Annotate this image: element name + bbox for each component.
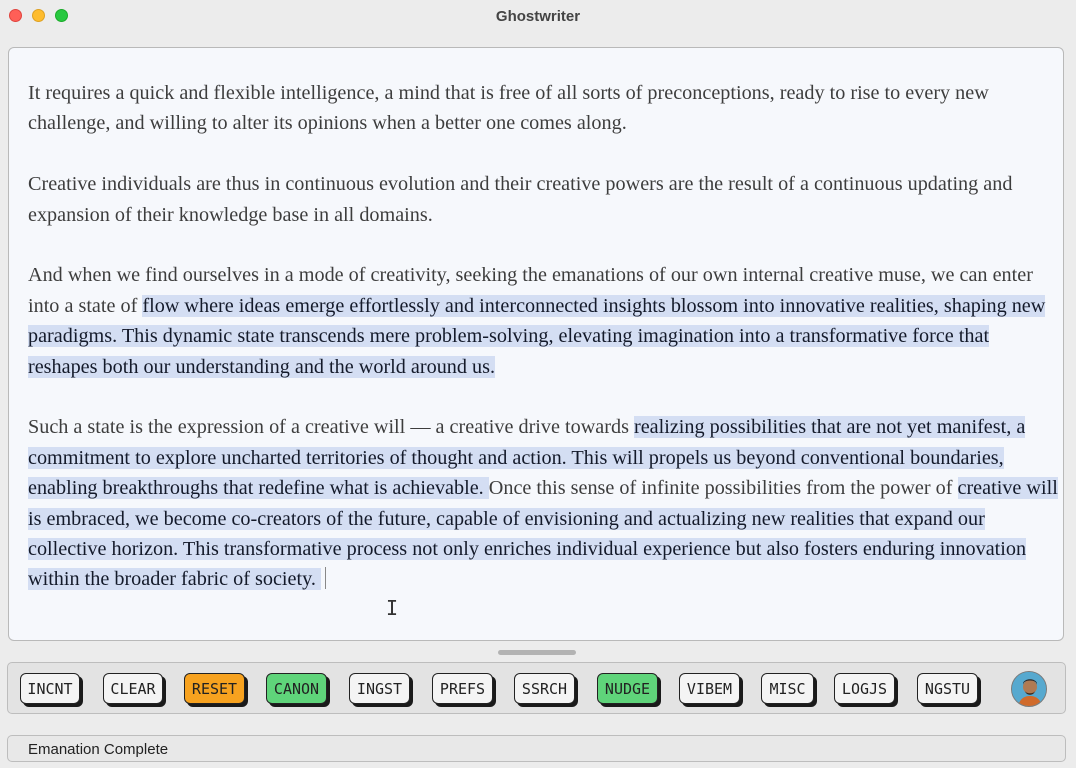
paragraph-4-text: Such a state is the expression of a creative will — a creative drive towards	[28, 416, 634, 439]
clear-button[interactable]: CLEAR	[103, 673, 163, 704]
generated-text-highlight: realizing possibilities that are not yet manifest, a commitment to explore uncharted territories of thought and action. This will propels us beyond conventional boundaries, enabling breakthroughs that redefine what is achievable.	[28, 416, 1026, 500]
text-editor[interactable]	[8, 47, 1064, 641]
paragraph-2: Creative individuals are thus in continuous evolution and their creative powers are the result of a continuous updating and expansion of their knowledge base in all domains.	[28, 173, 1013, 226]
paragraph-3-text: And when we find ourselves in a mode of creativity, seeking the emanations of our own internal creative muse, we can enter into a state of	[28, 264, 1033, 317]
person-icon	[1012, 672, 1047, 707]
ngstu-button[interactable]: NGSTU	[917, 673, 978, 704]
text-caret	[325, 567, 326, 589]
splitter-handle[interactable]	[498, 650, 576, 655]
prefs-button[interactable]: PREFS	[432, 673, 493, 704]
status-message: Emanation Complete	[28, 741, 169, 758]
status-bar	[7, 735, 1066, 762]
editor-content[interactable]	[28, 78, 1058, 625]
nudge-button[interactable]: NUDGE	[597, 673, 658, 704]
vibem-button[interactable]: VIBEM	[679, 673, 740, 704]
ingst-button[interactable]: INGST	[349, 673, 410, 704]
window-title: Ghostwriter	[495, 8, 581, 25]
generated-text-highlight: creative will is embraced, we become co-creators of the future, capable of envisioning and actualizing new realities that expand our collective horizon. This transformative process not only enriches individual experience but also fosters enduring innovation within the broader fabric of society.	[28, 477, 1058, 591]
logjs-button[interactable]: LOGJS	[834, 673, 895, 704]
canon-button[interactable]: CANON	[266, 673, 327, 704]
generated-text-highlight: flow where ideas emerge effortlessly and interconnected insights blossom into innovative realities, shaping new paradigms. This dynamic state transcends mere problem-solving, elevating imagination into a transformative force that reshapes both our understanding and the world around us.	[28, 294, 1046, 378]
ibeam-cursor-icon: I	[386, 596, 399, 620]
paragraph-4-text-2: Once this sense of infinite possibilities from the power of	[488, 477, 958, 500]
command-toolbar	[7, 662, 1066, 714]
paragraph-4	[28, 412, 1058, 594]
ssrch-button[interactable]: SSRCH	[514, 673, 575, 704]
misc-button[interactable]: MISC	[761, 673, 814, 704]
paragraph-1: It requires a quick and flexible intelligence, a mind that is free of all sorts of preconceptions, ready to rise to every new challenge, and willing to alter its opinions when a better one comes along.	[28, 82, 989, 135]
title-bar	[0, 0, 1076, 33]
reset-button[interactable]: RESET	[184, 673, 245, 704]
paragraph-3	[28, 260, 1058, 382]
incnt-button[interactable]: INCNT	[20, 673, 80, 704]
user-avatar[interactable]	[1011, 671, 1047, 707]
